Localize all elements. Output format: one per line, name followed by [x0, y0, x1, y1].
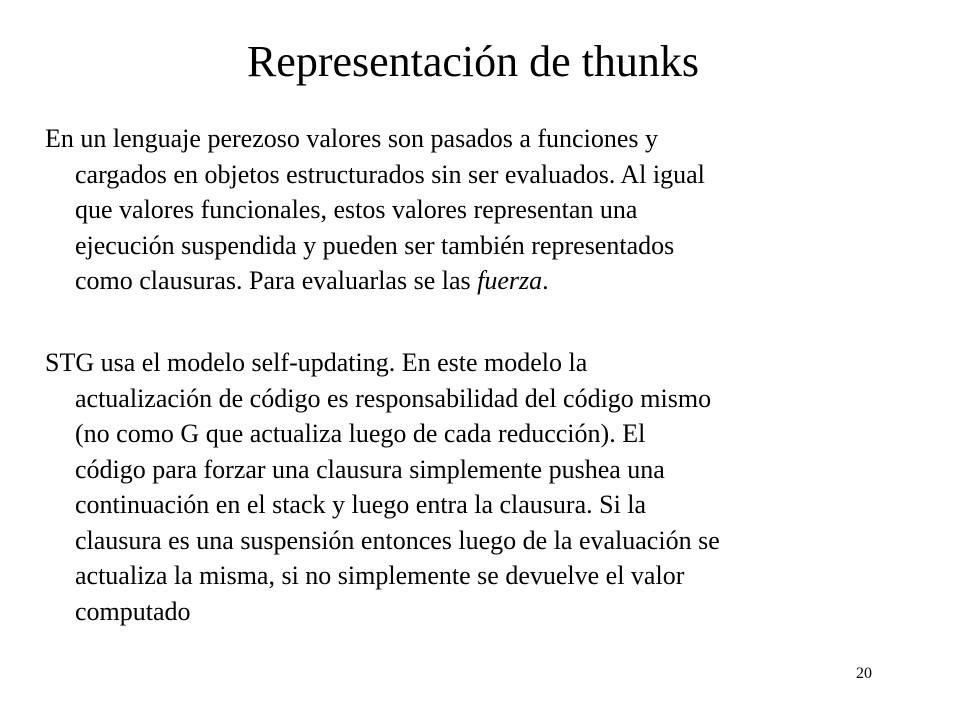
text-line: continuación en el stack y luego entra la clausura. Si la — [75, 490, 647, 519]
text-segment: como clausuras. Para evaluarlas se las — [75, 266, 478, 295]
text-line: ejecución suspendida y pueden ser también representados — [75, 230, 675, 260]
emphasis-fuerza: fuerza — [477, 266, 543, 295]
text-line: actualiza la misma, si no simplemente se devuelve el valor — [75, 561, 685, 590]
text-line: computado — [75, 596, 191, 626]
text-line: STG usa el modelo self-updating. En este modelo la — [45, 348, 588, 377]
text-line: actualización de código es responsabilidad del código mismo — [75, 383, 712, 413]
text-line: que valores funcionales, estos valores representan una — [75, 195, 638, 224]
text-line: (no como G que actualiza luego de cada reducción). El — [75, 419, 646, 448]
paragraph-thunks-lazy — [45, 121, 905, 299]
text-line: clausura es una suspensión entonces luego de la evaluación se — [75, 525, 720, 555]
slide-title: Representación de thunks — [246, 37, 700, 86]
text-line: cargados en objetos estructurados sin ser evaluados. Al igual — [75, 159, 705, 189]
paragraph-stg-self-updating — [45, 345, 905, 629]
text-line-last — [45, 263, 905, 299]
text-segment: . — [542, 266, 549, 295]
page-number: 20 — [856, 665, 872, 682]
text-line: código para forzar una clausura simplemente pushea una — [75, 454, 665, 484]
text-line: En un lenguaje perezoso valores son pasados a funciones y — [45, 124, 658, 153]
